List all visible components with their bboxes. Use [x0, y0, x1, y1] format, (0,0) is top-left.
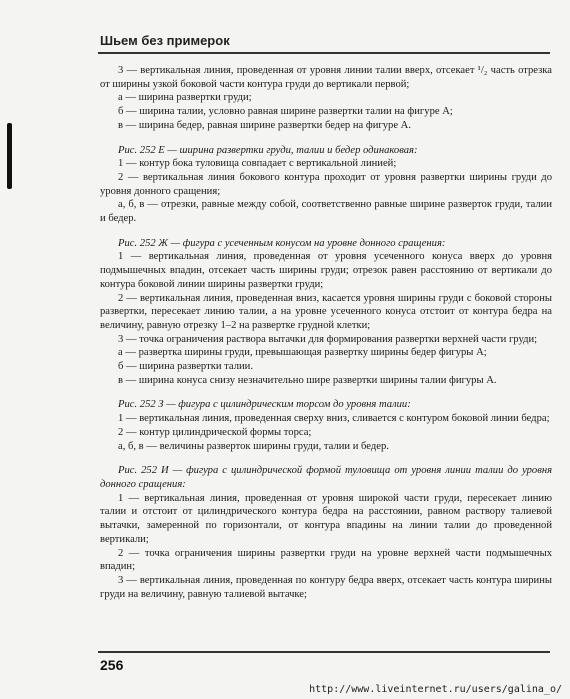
list-item: б — ширина развертки талии.	[118, 361, 253, 373]
list-item: в — ширина конуса снизу незначительно шире развертки ширины талии фигуры А.	[118, 374, 497, 386]
paragraph: 2 — точка ограничения ширины развертки груди на уровне верхней части подмышечных впадин;	[100, 547, 552, 573]
running-header: Шьем без примерок	[100, 33, 230, 48]
paragraph: 1 — контур бока туловища совпадает с вертикальной линией;	[118, 158, 397, 170]
header-rule	[98, 52, 550, 54]
list-item: б — ширина талии, условно равная ширине развертки талии на фигуре А;	[118, 106, 453, 118]
figure-caption: Рис. 252 З — фигура с цилиндрическим торсом до уровня талии:	[118, 399, 411, 411]
paragraph: 2 — контур цилиндрической формы торса;	[118, 426, 312, 438]
page-body	[100, 64, 552, 601]
list-item: а — развертка ширины груди, превышающая развертку ширины бедер фигуры А;	[118, 347, 487, 359]
paragraph: 3 — точка ограничения раствора вытачки для формирования развертки верхней части груди;	[118, 333, 538, 345]
paragraph: а, б, в — величины разверток ширины груди, талии и бедер.	[118, 440, 389, 452]
paragraph: 3 — вертикальная линия, проведенная по контуру бедра вверх, отсекает часть контура ширины груди на величину, равную талиевой вытачке;	[100, 574, 552, 600]
paragraph: 3 — вертикальная линия, проведенная от уровня линии талии вверх, отсекает ¹/₂ часть отрезка от ширины узкой боковой части контура груди до вертикали первой;	[100, 65, 552, 90]
list-item: в — ширина бедер, равная ширине развертки бедер на фигуре А.	[118, 119, 411, 131]
margin-mark	[7, 123, 12, 189]
source-url[interactable]: http://www.liveinternet.ru/users/galina_o/	[309, 684, 562, 695]
paragraph: 2 — вертикальная линия, проведенная вниз, касается уровня ширины груди с боковой стороны развертки, пересекает линию талии, а на уровне усеченного конуса отстоит от контура бедра на величину, равную отрезку 1–2 на развертке грудной клетки;	[100, 292, 552, 331]
paragraph: 1 — вертикальная линия, проведенная от уровня широкой части груди, пересекает линию талии и отстоит от цилиндрического контура бедра на расстоянии, равном раствору талиевой вытачки, замеренной по горизонтали, от контура впадины на линии талии до проведенной вертикали;	[100, 492, 552, 545]
figure-caption: Рис. 252 И — фигура с цилиндрической формой туловища от уровня линии талии до уровня донного сращения:	[100, 465, 552, 490]
list-item: а — ширина развертки груди;	[118, 92, 252, 104]
figure-caption: Рис. 252 Ж — фигура с усеченным конусом на уровне донного сращения:	[118, 237, 446, 249]
figure-caption: Рис. 252 Е — ширина развертки груди, талии и бедер одинаковая:	[118, 144, 418, 156]
page-number: 256	[100, 657, 124, 673]
paragraph: а, б, в — отрезки, равные между собой, соответственно равные ширине разверток груди, талии и бедер.	[100, 199, 552, 225]
paragraph: 1 — вертикальная линия, проведенная от уровня усеченного конуса вверх до уровня подмышечных впадин, отсекает часть ширины груди; отрезок равен расстоянию от вертикали до контура боковой линии ширины развертки груди;	[100, 251, 552, 290]
paragraph: 2 — вертикальная линия бокового контура проходит от уровня развертки ширины груди до уровня донного сращения;	[100, 171, 552, 197]
paragraph: 1 — вертикальная линия, проведенная сверху вниз, сливается с контуром боковой линии бедра;	[118, 413, 550, 425]
footer-rule	[98, 651, 550, 653]
